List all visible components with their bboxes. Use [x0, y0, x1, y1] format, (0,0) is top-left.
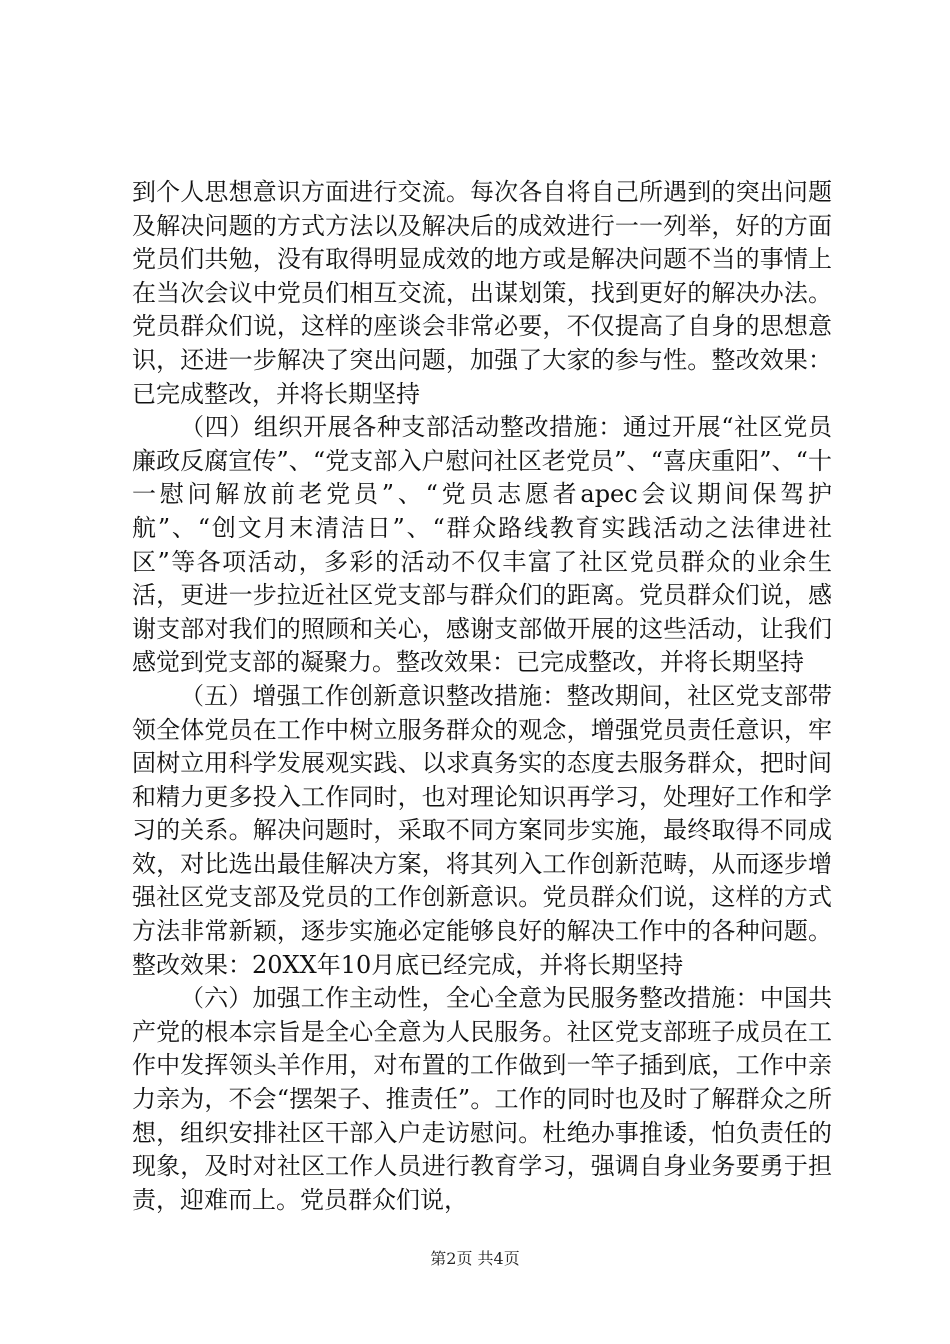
document-body	[132, 176, 832, 1217]
paragraph-section-5: （五）增强工作创新意识整改措施：整改期间，社区党支部带领全体党员在工作中树立服务群众的观念，增强党员责任意识，牢固树立用科学发展观实践、以求真务实的态度去服务群众，把时间和精力更多投入工作同时，也对理论知识再学习，处理好工作和学习的关系。解决问题时，采取不同方案同步实施，最终取得不同成效，对比选出最佳解决方案，将其列入工作创新范畴，从而逐步增强社区党支部及党员的工作创新意识。党员群众们说，这样的方式方法非常新颖，逐步实施必定能够良好的解决工作中的各种问题。整改效果：20XX年10月底已经完成，并将长期坚持	[132, 681, 832, 979]
page-number-footer: 第2页 共4页	[430, 1249, 520, 1268]
paragraph-section-4: （四）组织开展各种支部活动整改措施：通过开展“社区党员廉政反腐宣传”、“党支部入户慰问社区老党员”、“喜庆重阳”、“十一慰问解放前老党员”、“党员志愿者apec会议期间保驾护航”、“创文月末清洁日”、“群众路线教育实践活动之法律进社区”等各项活动，多彩的活动不仅丰富了社区党员群众的业余生活，更进一步拉近社区党支部与群众们的距离。党员群众们说，感谢支部对我们的照顾和关心，感谢支部做开展的这些活动，让我们感觉到党支部的凝聚力。整改效果：已完成整改，并将长期坚持	[132, 413, 832, 677]
paragraph-section-6: （六）加强工作主动性，全心全意为民服务整改措施：中国共产党的根本宗旨是全心全意为人民服务。社区党支部班子成员在工作中发挥领头羊作用，对布置的工作做到一竿子插到底，工作中亲力亲为，不会“摆架子、推责任”。工作的同时也及时了解群众之所想，组织安排社区干部入户走访慰问。杜绝办事推诿，怕负责任的现象，及时对社区工作人员进行教育学习，强调自身业务要勇于担责，迎难而上。党员群众们说，	[132, 984, 832, 1214]
paragraph-continuation: 到个人思想意识方面进行交流。每次各自将自己所遇到的突出问题及解决问题的方式方法以及解决后的成效进行一一列举，好的方面党员们共勉，没有取得明显成效的地方或是解决问题不当的事情上在当次会议中党员们相互交流，出谋划策，找到更好的解决办法。党员群众们说，这样的座谈会非常必要，不仅提高了自身的思想意识，还进一步解决了突出问题，加强了大家的参与性。整改效果：已完成整改，并将长期坚持	[132, 178, 832, 408]
